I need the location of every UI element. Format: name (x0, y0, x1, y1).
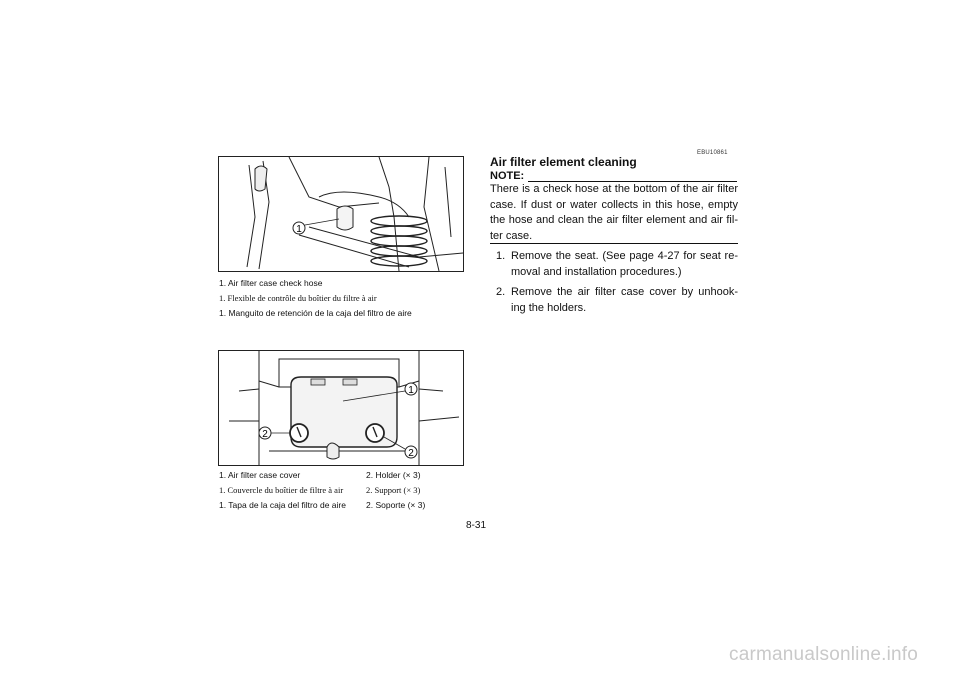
procedure-steps (490, 249, 738, 321)
fig1-caption-en: 1. Air filter case check hose (219, 278, 323, 288)
callout-1: 1 (408, 385, 414, 396)
step-number: 2. (496, 286, 506, 298)
step-text: Remove the air filter case cover by unhook- ing the holders. (511, 286, 738, 314)
fig2-caption-es-2: 2. Soporte (× 3) (366, 500, 426, 510)
fig2-caption-fr-1: 1. Couvercle du boîtier de filtre à air (219, 485, 344, 495)
page-number: 8-31 (466, 520, 487, 531)
callout-1: 1 (296, 224, 302, 235)
fig2-caption-fr-2: 2. Support (× 3) (366, 485, 421, 495)
fig1-caption-fr: 1. Flexible de contrôle du boîtier du filtre à air (219, 293, 377, 303)
callout-2-left: 2 (262, 429, 268, 440)
section-title: Air filter element cleaning (490, 155, 637, 169)
step-number: 1. (496, 250, 506, 262)
fig2-caption-en-1: 1. Air filter case cover (219, 470, 301, 480)
figure-check-hose (218, 156, 464, 272)
section-code: EBU10861 (697, 150, 728, 156)
fig1-caption-es: 1. Manguito de retención de la caja del filtro de aire (219, 308, 412, 318)
step-text: Remove the seat. (See page 4-27 for seat re- moval and installation procedures.) (511, 250, 738, 278)
figure-air-filter-cover (218, 350, 464, 466)
note-end-rule (490, 243, 738, 244)
fig2-caption-es-1: 1. Tapa de la caja del filtro de aire (219, 500, 346, 510)
callout-2-right: 2 (408, 448, 414, 459)
note-label: NOTE: (490, 170, 525, 182)
step-item (490, 285, 738, 316)
check-hose-illustration (219, 157, 463, 271)
air-filter-cover-illustration (219, 351, 463, 465)
note-text: There is a check hose at the bottom of the air filter case. If dust or water collects in this hose, empty the hose and clean the air filter element and air fil- ter case. (490, 183, 738, 242)
watermark: carmanualsonline.info (729, 644, 919, 665)
fig2-caption-en-2: 2. Holder (× 3) (366, 470, 421, 480)
step-item (490, 249, 738, 280)
